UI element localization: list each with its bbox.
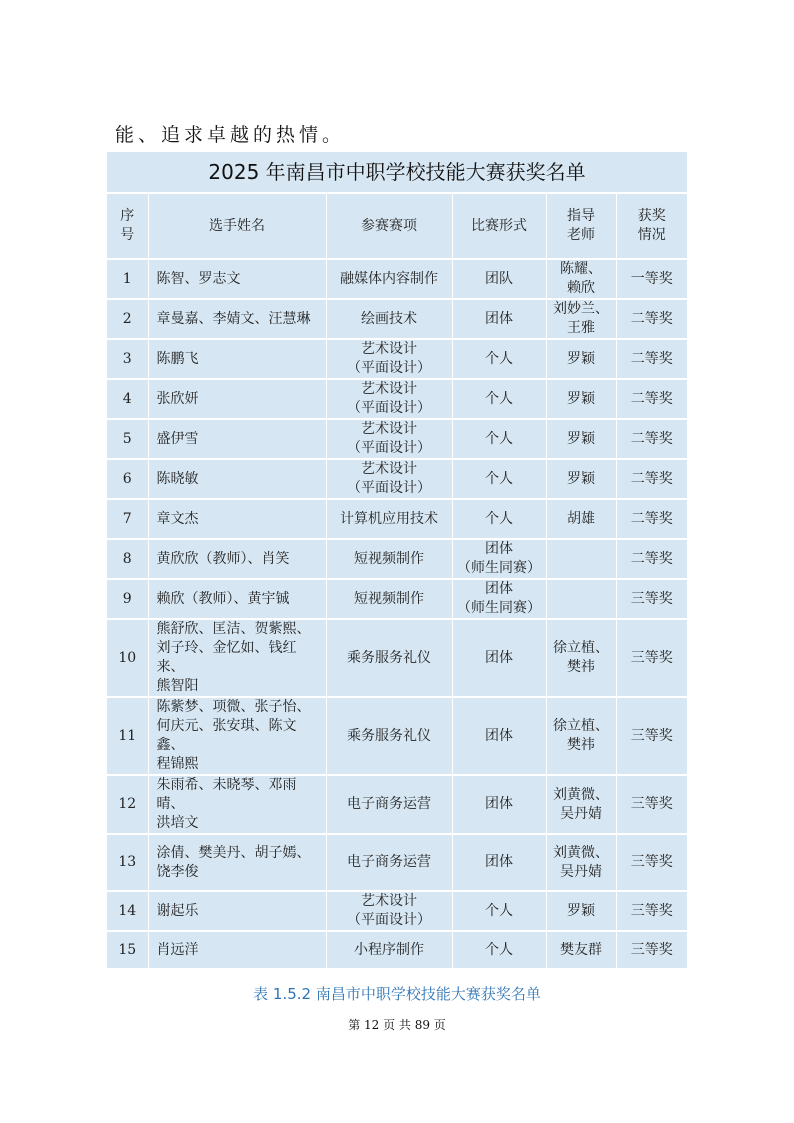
table-row xyxy=(107,619,687,697)
cell-format: 团体 xyxy=(452,775,546,834)
cell-names: 谢起乐 xyxy=(148,891,326,931)
header-format: 比赛形式 xyxy=(452,193,546,259)
table-row xyxy=(107,419,687,459)
cell-teacher: 罗颖 xyxy=(546,459,616,499)
awards-table xyxy=(107,152,687,970)
cell-no: 11 xyxy=(107,697,148,775)
cell-no: 5 xyxy=(107,419,148,459)
cell-award: 三等奖 xyxy=(616,891,687,931)
header-teacher: 指导 老师 xyxy=(546,193,616,259)
cell-award: 二等奖 xyxy=(616,379,687,419)
cell-event: 电子商务运营 xyxy=(326,775,452,834)
cell-award: 二等奖 xyxy=(616,499,687,539)
cell-teacher: 罗颖 xyxy=(546,419,616,459)
cell-teacher: 刘黄微、 吴丹婧 xyxy=(546,775,616,834)
cell-award: 二等奖 xyxy=(616,459,687,499)
table-row xyxy=(107,259,687,299)
cell-format: 团体 xyxy=(452,619,546,697)
cell-event: 乘务服务礼仪 xyxy=(326,697,452,775)
cell-no: 4 xyxy=(107,379,148,419)
cell-teacher xyxy=(546,539,616,579)
table-caption: 表 1.5.2 南昌市中职学校技能大赛获奖名单 xyxy=(253,985,541,1003)
cell-event: 艺术设计 （平面设计） xyxy=(326,419,452,459)
cell-names: 熊舒欣、匡洁、贺紫熙、 刘子玲、金忆如、钱红来、 熊智阳 xyxy=(148,619,326,697)
cell-event: 乘务服务礼仪 xyxy=(326,619,452,697)
cell-event: 融媒体内容制作 xyxy=(326,259,452,299)
table-row xyxy=(107,539,687,579)
header-event: 参赛赛项 xyxy=(326,193,452,259)
cell-format: 团体 xyxy=(452,834,546,891)
cell-event: 艺术设计 （平面设计） xyxy=(326,379,452,419)
cell-no: 7 xyxy=(107,499,148,539)
cell-teacher: 刘妙兰、 王雅 xyxy=(546,299,616,339)
cell-format: 团体 xyxy=(452,697,546,775)
table-header-row xyxy=(107,193,687,259)
table-body xyxy=(107,259,687,969)
cell-teacher xyxy=(546,579,616,619)
header-no: 序 号 xyxy=(107,193,148,259)
cell-names: 赖欣（教师）、黄宇铖 xyxy=(148,579,326,619)
cell-names: 陈鹏飞 xyxy=(148,339,326,379)
table-title: 2025 年南昌市中职学校技能大赛获奖名单 xyxy=(107,152,687,193)
cell-no: 3 xyxy=(107,339,148,379)
cell-names: 章文杰 xyxy=(148,499,326,539)
cell-award: 二等奖 xyxy=(616,419,687,459)
header-names: 选手姓名 xyxy=(148,193,326,259)
table-row xyxy=(107,775,687,834)
cell-event: 电子商务运营 xyxy=(326,834,452,891)
intro-text: 能、追求卓越的热情。 xyxy=(115,124,346,146)
cell-names: 陈紫梦、项微、张子怡、 何庆元、张安琪、陈文鑫、 程锦熙 xyxy=(148,697,326,775)
cell-names: 黄欣欣（教师）、肖笑 xyxy=(148,539,326,579)
cell-teacher: 胡雄 xyxy=(546,499,616,539)
table-row xyxy=(107,931,687,969)
cell-no: 9 xyxy=(107,579,148,619)
table-row xyxy=(107,834,687,891)
cell-format: 个人 xyxy=(452,931,546,969)
cell-names: 盛伊雪 xyxy=(148,419,326,459)
table-row xyxy=(107,339,687,379)
cell-format: 个人 xyxy=(452,339,546,379)
table-row xyxy=(107,299,687,339)
cell-award: 二等奖 xyxy=(616,299,687,339)
cell-event: 计算机应用技术 xyxy=(326,499,452,539)
cell-format: 个人 xyxy=(452,891,546,931)
cell-no: 6 xyxy=(107,459,148,499)
cell-event: 短视频制作 xyxy=(326,539,452,579)
cell-no: 14 xyxy=(107,891,148,931)
cell-event: 艺术设计 （平面设计） xyxy=(326,891,452,931)
cell-no: 8 xyxy=(107,539,148,579)
page-number: 第 12 页 共 89 页 xyxy=(348,1018,446,1032)
cell-teacher: 罗颖 xyxy=(546,891,616,931)
cell-event: 小程序制作 xyxy=(326,931,452,969)
cell-format: 团队 xyxy=(452,259,546,299)
cell-award: 三等奖 xyxy=(616,834,687,891)
cell-format: 个人 xyxy=(452,459,546,499)
cell-no: 13 xyxy=(107,834,148,891)
cell-award: 三等奖 xyxy=(616,775,687,834)
cell-teacher: 罗颖 xyxy=(546,339,616,379)
cell-no: 10 xyxy=(107,619,148,697)
table-row xyxy=(107,697,687,775)
cell-format: 团体 （师生同赛） xyxy=(452,539,546,579)
cell-award: 三等奖 xyxy=(616,931,687,969)
cell-award: 三等奖 xyxy=(616,697,687,775)
cell-teacher: 陈耀、 赖欣 xyxy=(546,259,616,299)
cell-award: 三等奖 xyxy=(616,619,687,697)
cell-teacher: 刘黄微、 吴丹婧 xyxy=(546,834,616,891)
cell-award: 一等奖 xyxy=(616,259,687,299)
header-award: 获奖 情况 xyxy=(616,193,687,259)
cell-format: 个人 xyxy=(452,419,546,459)
table-row xyxy=(107,379,687,419)
cell-no: 15 xyxy=(107,931,148,969)
cell-names: 朱雨希、未晓琴、邓雨晴、 洪培文 xyxy=(148,775,326,834)
cell-no: 1 xyxy=(107,259,148,299)
cell-teacher: 罗颖 xyxy=(546,379,616,419)
cell-names: 章曼嘉、李婧文、汪慧琳 xyxy=(148,299,326,339)
cell-event: 艺术设计 （平面设计） xyxy=(326,459,452,499)
cell-teacher: 徐立植、 樊祎 xyxy=(546,697,616,775)
cell-names: 涂倩、樊美丹、胡子嫣、 饶李俊 xyxy=(148,834,326,891)
cell-event: 艺术设计 （平面设计） xyxy=(326,339,452,379)
cell-format: 个人 xyxy=(452,499,546,539)
cell-names: 陈智、罗志文 xyxy=(148,259,326,299)
cell-names: 陈晓敏 xyxy=(148,459,326,499)
cell-award: 三等奖 xyxy=(616,579,687,619)
cell-award: 二等奖 xyxy=(616,339,687,379)
cell-format: 团体 xyxy=(452,299,546,339)
cell-no: 12 xyxy=(107,775,148,834)
cell-event: 绘画技术 xyxy=(326,299,452,339)
table-row xyxy=(107,499,687,539)
cell-award: 二等奖 xyxy=(616,539,687,579)
cell-teacher: 徐立植、 樊祎 xyxy=(546,619,616,697)
cell-names: 肖远洋 xyxy=(148,931,326,969)
cell-event: 短视频制作 xyxy=(326,579,452,619)
cell-teacher: 樊友群 xyxy=(546,931,616,969)
cell-format: 个人 xyxy=(452,379,546,419)
cell-names: 张欣妍 xyxy=(148,379,326,419)
cell-format: 团体 （师生同赛） xyxy=(452,579,546,619)
cell-no: 2 xyxy=(107,299,148,339)
table-row xyxy=(107,891,687,931)
table-row xyxy=(107,579,687,619)
table-row xyxy=(107,459,687,499)
